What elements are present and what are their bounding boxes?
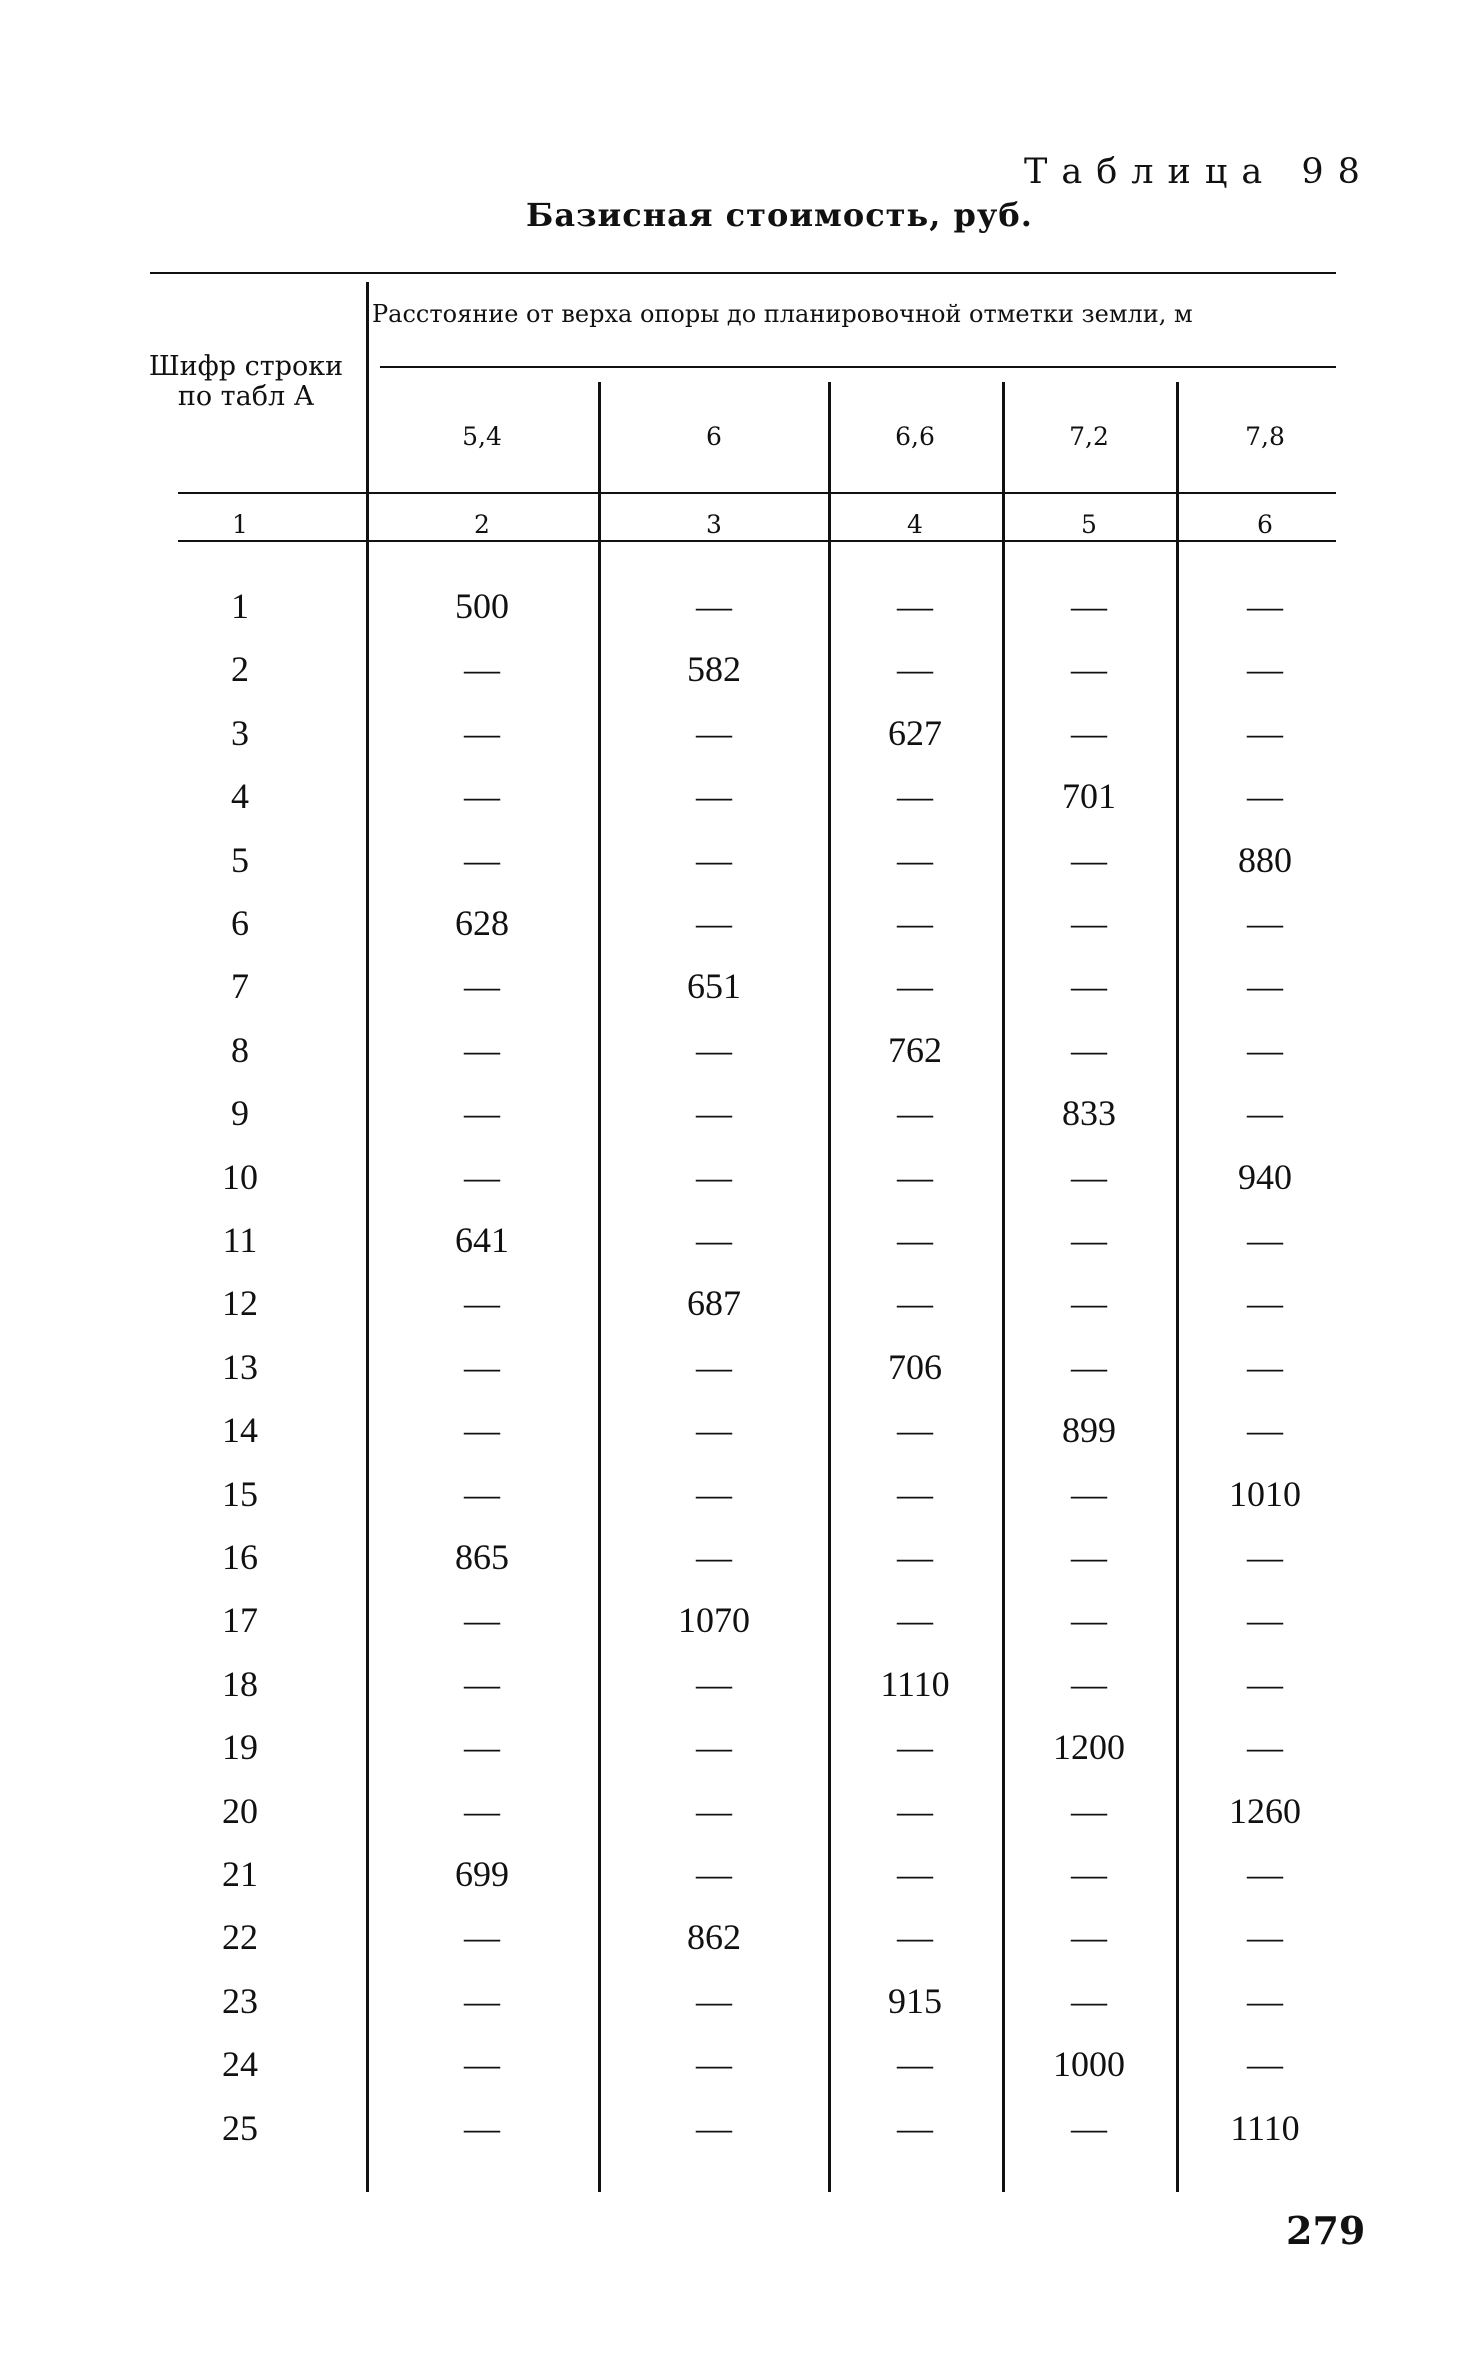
row-code-cell: 8 xyxy=(231,1029,249,1070)
cost-cell: — xyxy=(464,839,500,880)
cost-cell: 701 xyxy=(1062,776,1116,817)
cost-cell: — xyxy=(464,2107,500,2148)
cost-cell: — xyxy=(464,649,500,690)
cost-cell: — xyxy=(464,1917,500,1958)
cost-cell: — xyxy=(464,1093,500,1134)
cost-cell: — xyxy=(464,1600,500,1641)
column-number: 1 xyxy=(232,510,248,539)
cost-cell: 1110 xyxy=(880,1663,950,1704)
cost-cell: — xyxy=(1247,1917,1283,1958)
cost-cell: 833 xyxy=(1062,1093,1116,1134)
column-header-value: 6 xyxy=(706,422,722,451)
cost-cell: — xyxy=(897,776,933,817)
cost-cell: — xyxy=(1071,1600,1107,1641)
cost-cell: — xyxy=(696,1473,732,1514)
cost-cell: — xyxy=(897,1156,933,1197)
cost-cell: — xyxy=(897,586,933,626)
cost-cell: 627 xyxy=(888,712,942,753)
cost-cell: — xyxy=(1247,586,1283,626)
column-number: 4 xyxy=(907,510,923,539)
cost-cell: — xyxy=(696,2107,732,2148)
cost-cell: — xyxy=(696,1029,732,1070)
cost-cell: — xyxy=(464,2044,500,2085)
cost-cell: — xyxy=(1247,1537,1283,1577)
column-header-value: 5,4 xyxy=(462,422,502,451)
column-number: 6 xyxy=(1257,510,1273,539)
cost-cell: — xyxy=(464,966,500,1007)
cost-cell: 899 xyxy=(1062,1410,1116,1451)
cost-cell: 915 xyxy=(888,1980,942,2021)
cost-cell: 1200 xyxy=(1053,1727,1125,1768)
cost-cell: 706 xyxy=(888,1346,942,1387)
cost-cell: — xyxy=(1247,2044,1283,2085)
row-code-cell: 6 xyxy=(231,903,249,943)
row-code-cell: 10 xyxy=(222,1156,258,1197)
cost-cell: — xyxy=(1071,966,1107,1007)
row-code-cell: 5 xyxy=(231,839,249,880)
cost-cell: — xyxy=(1247,649,1283,690)
cost-cell: — xyxy=(464,1283,500,1324)
cost-cell: — xyxy=(1071,1790,1107,1831)
cost-cell: 582 xyxy=(687,649,741,690)
column-number: 3 xyxy=(706,510,722,539)
cost-cell: — xyxy=(696,1663,732,1704)
row-code-cell: 24 xyxy=(222,2044,258,2085)
cost-cell: — xyxy=(464,1156,500,1197)
cost-cell: — xyxy=(1071,1283,1107,1324)
cost-cell: — xyxy=(1247,1600,1283,1641)
cost-cell: — xyxy=(696,586,732,626)
cost-cell: 1000 xyxy=(1053,2044,1125,2085)
row-code-cell: 22 xyxy=(222,1917,258,1958)
row-code-cell: 4 xyxy=(231,776,249,817)
cost-cell: — xyxy=(1071,1537,1107,1577)
cost-cell: — xyxy=(696,776,732,817)
column-header-value: 6,6 xyxy=(895,422,935,451)
cost-cell: — xyxy=(464,1663,500,1704)
header-bottom-rule xyxy=(178,492,1336,494)
cost-cell: — xyxy=(464,1410,500,1451)
cost-cell: — xyxy=(696,1727,732,1768)
col-separator-1 xyxy=(366,282,369,2192)
cost-cell: — xyxy=(696,712,732,753)
cost-cell: — xyxy=(1071,1663,1107,1704)
row-code-cell: 19 xyxy=(222,1727,258,1768)
cost-cell: — xyxy=(1071,1473,1107,1514)
cost-cell: — xyxy=(464,712,500,753)
cost-cell: 862 xyxy=(687,1917,741,1958)
cost-cell: — xyxy=(464,1029,500,1070)
cost-cell: — xyxy=(897,1537,933,1577)
cost-cell: — xyxy=(464,776,500,817)
cost-cell: — xyxy=(897,966,933,1007)
cost-cell: 628 xyxy=(455,903,509,943)
cost-cell: — xyxy=(897,1917,933,1958)
cost-cell: — xyxy=(696,839,732,880)
cost-cell: — xyxy=(464,1346,500,1387)
cost-cell: — xyxy=(1247,1220,1283,1260)
cost-cell: — xyxy=(1071,839,1107,880)
cost-cell: — xyxy=(897,1473,933,1514)
cost-cell: — xyxy=(696,2044,732,2085)
table-title: Базисная стоимость, руб. xyxy=(526,196,1033,234)
col-separator-2 xyxy=(598,382,601,2192)
cost-cell: — xyxy=(696,1537,732,1577)
row-code-cell: 15 xyxy=(222,1473,258,1514)
row-code-cell: 20 xyxy=(222,1790,258,1831)
cost-cell: — xyxy=(1247,903,1283,943)
cost-cell: — xyxy=(897,1790,933,1831)
cost-cell: — xyxy=(696,1093,732,1134)
cost-cell: — xyxy=(696,1410,732,1451)
header-sub-rule xyxy=(380,366,1336,368)
column-number: 2 xyxy=(474,510,490,539)
cost-cell: 500 xyxy=(455,586,509,626)
row-code-cell: 7 xyxy=(231,966,249,1007)
cost-cell: — xyxy=(1247,1093,1283,1134)
column-number: 5 xyxy=(1081,510,1097,539)
cost-cell: — xyxy=(1247,1727,1283,1768)
cost-cell: — xyxy=(1071,1854,1107,1894)
cost-cell: 1110 xyxy=(1230,2107,1300,2148)
cost-cell: — xyxy=(897,1727,933,1768)
cost-cell: — xyxy=(464,1727,500,1768)
cost-cell: 641 xyxy=(455,1220,509,1260)
cost-cell: 940 xyxy=(1238,1156,1292,1197)
cost-cell: — xyxy=(897,839,933,880)
cost-cell: 880 xyxy=(1238,839,1292,880)
cost-cell: — xyxy=(897,649,933,690)
top-rule xyxy=(150,272,1336,274)
cost-cell: 865 xyxy=(455,1537,509,1577)
row-code-cell: 17 xyxy=(222,1600,258,1641)
row-code-cell: 23 xyxy=(222,1980,258,2021)
cost-cell: — xyxy=(897,1283,933,1324)
cost-cell: — xyxy=(696,1346,732,1387)
cost-cell: — xyxy=(1247,776,1283,817)
cost-cell: — xyxy=(464,1980,500,2021)
cost-cell: — xyxy=(897,903,933,943)
row-code-cell: 9 xyxy=(231,1093,249,1134)
cost-cell: — xyxy=(1071,649,1107,690)
row-code-cell: 2 xyxy=(231,649,249,690)
cost-cell: — xyxy=(1247,1410,1283,1451)
cost-cell: — xyxy=(897,1854,933,1894)
cost-cell: — xyxy=(1071,1980,1107,2021)
row-code-cell: 13 xyxy=(222,1346,258,1387)
cost-cell: — xyxy=(1071,1220,1107,1260)
cost-cell: — xyxy=(1071,1346,1107,1387)
cost-cell: — xyxy=(1247,1980,1283,2021)
row-code-cell: 3 xyxy=(231,712,249,753)
cost-cell: — xyxy=(464,1790,500,1831)
row-code-cell: 21 xyxy=(222,1854,258,1894)
row-code-cell: 11 xyxy=(222,1220,258,1260)
row-code-header: Шифр строки по табл А xyxy=(148,351,344,412)
cost-cell: — xyxy=(1071,903,1107,943)
cost-cell: 651 xyxy=(687,966,741,1007)
table-caption: Таблица 98 xyxy=(1024,152,1374,192)
cost-cell: — xyxy=(897,1093,933,1134)
cost-cell: — xyxy=(897,1220,933,1260)
cost-cell: — xyxy=(1247,1283,1283,1324)
cost-cell: 1070 xyxy=(678,1600,750,1641)
cost-cell: — xyxy=(696,1220,732,1260)
cost-cell: 687 xyxy=(687,1283,741,1324)
cost-cell: — xyxy=(464,1473,500,1514)
cost-cell: — xyxy=(1247,1663,1283,1704)
distance-header: Расстояние от верха опоры до планировочной отметки земли, м xyxy=(372,300,1193,328)
cost-cell: — xyxy=(1071,1156,1107,1197)
row-code-cell: 16 xyxy=(222,1537,258,1577)
cost-cell: — xyxy=(1247,1029,1283,1070)
cost-cell: — xyxy=(696,903,732,943)
cost-cell: 762 xyxy=(888,1029,942,1070)
cost-cell: — xyxy=(897,2107,933,2148)
cost-cell: — xyxy=(1247,712,1283,753)
cost-cell: — xyxy=(1071,1917,1107,1958)
cost-cell: — xyxy=(1071,2107,1107,2148)
cost-cell: — xyxy=(1071,712,1107,753)
colnum-bottom-rule xyxy=(178,540,1336,542)
column-header-value: 7,2 xyxy=(1069,422,1109,451)
cost-cell: — xyxy=(1247,966,1283,1007)
row-code-cell: 18 xyxy=(222,1663,258,1704)
cost-cell: — xyxy=(696,1854,732,1894)
cost-cell: — xyxy=(1247,1854,1283,1894)
cost-cell: — xyxy=(696,1790,732,1831)
cost-cell: — xyxy=(1071,1029,1107,1070)
cost-cell: — xyxy=(897,1410,933,1451)
row-code-cell: 12 xyxy=(222,1283,258,1324)
page-number: 279 xyxy=(1286,2208,1366,2253)
cost-cell: — xyxy=(696,1156,732,1197)
cost-cell: — xyxy=(696,1980,732,2021)
column-header-value: 7,8 xyxy=(1245,422,1285,451)
cost-cell: — xyxy=(897,1600,933,1641)
row-code-cell: 14 xyxy=(222,1410,258,1451)
cost-cell: — xyxy=(1071,586,1107,626)
cost-cell: 699 xyxy=(455,1854,509,1894)
cost-cell: 1010 xyxy=(1229,1473,1301,1514)
row-code-cell: 1 xyxy=(231,586,249,626)
cost-cell: — xyxy=(897,2044,933,2085)
cost-cell: — xyxy=(1247,1346,1283,1387)
cost-cell: 1260 xyxy=(1229,1790,1301,1831)
row-code-cell: 25 xyxy=(222,2107,258,2148)
